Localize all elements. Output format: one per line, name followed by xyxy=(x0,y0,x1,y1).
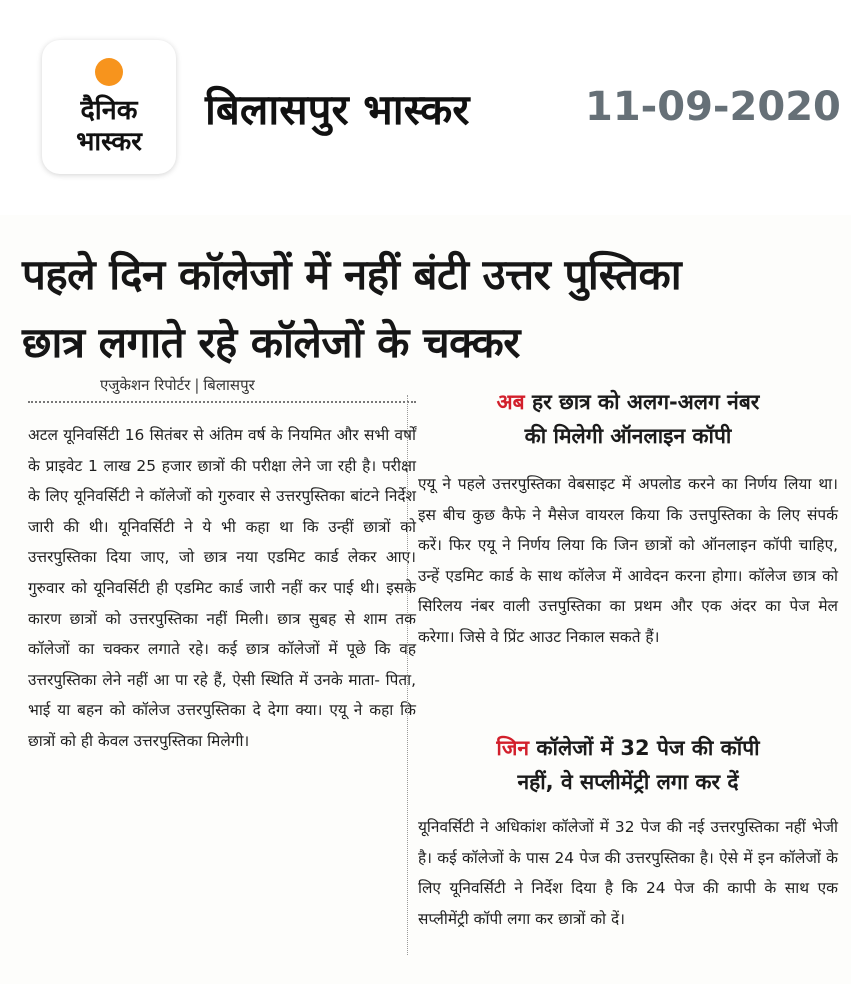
logo-text-line1: दैनिक xyxy=(80,95,138,126)
subheading1-accent: अब xyxy=(496,390,525,414)
logo-text-line2: भास्कर xyxy=(76,127,142,157)
newspaper-clipping xyxy=(0,215,851,984)
subheading-supplementary xyxy=(418,731,838,799)
byline-separator: | xyxy=(194,376,200,394)
dainik-bhaskar-logo xyxy=(42,40,176,174)
subheading2-rest: कॉलेजों में 32 पेज की कॉपी xyxy=(536,736,760,760)
column-divider xyxy=(407,395,408,955)
header-bar xyxy=(0,0,851,215)
subheading-online-copy xyxy=(418,385,838,453)
left-column-body: अटल यूनिवर्सिटी 16 सितंबर से अंतिम वर्ष के नियमित और सभी वर्षों के प्राइवेट 1 लाख 25 हजार छात्रों की परीक्षा लेने जा रही है। परीक्षा के लिए यूनिवर्सिटी ने कॉलेजों को गुरुवार से उत्तरपुस्तिका बांटने निर्देश जारी की थी। यूनिवर्सिटी ने ये भी कहा था कि उन्हीं छात्रों को उत्तरपुस्तिका दिया जाए, जो छात्र नया एडमिट कार्ड लेकर आए। गुरुवार को यूनिवर्सिटी ही एडमिट कार्ड जारी नहीं कर पाई थी। इसके कारण छात्रों को उत्तरपुस्तिका नहीं मिली। छात्र सुबह से शाम तक कॉलेजों का चक्कर लगाते रहे। कई छात्र कॉलेजों में पूछे कि वह उत्तरपुस्तिका लेने नहीं आ पा रहे हैं, ऐसी स्थिति में उनके माता- पिता, भाई या बहन को कॉलेज उत्तरपुस्तिका दे देगा क्या। एयू ने कहा कि छात्रों को ही केवल उत्तरपुस्तिका मिलेगी। xyxy=(28,426,416,750)
byline xyxy=(100,375,255,395)
right-column-body-2: यूनिवर्सिटी ने अधिकांश कॉलेजों में 32 पेज की नई उत्तरपुस्तिका नहीं भेजी है। कई कॉलेजों के पास 24 पेज की उत्तरपुस्तिका है। ऐसे में इन कॉलेजों के लिए यूनिवर्सिटी ने निर्देश दिया है कि 24 पेज की कापी के साथ एक सप्लीमेंट्री कॉपी लगा कर छात्रों को दें। xyxy=(418,818,838,928)
byline-author: एजुकेशन रिपोर्टर xyxy=(100,376,191,394)
subheading1-rest: हर छात्र को अलग-अलग नंबर xyxy=(531,390,760,414)
edition-title: बिलासपुर भास्कर xyxy=(205,85,470,134)
byline-place: बिलासपुर xyxy=(203,376,255,394)
dotted-divider xyxy=(28,401,416,403)
headline-line2: छात्र लगाते रहे कॉलेजों के चक्कर xyxy=(22,318,520,367)
subheading2-line2: नहीं, वे सप्लीमेंट्री लगा कर दें xyxy=(517,770,739,794)
right-column-body-1: एयू ने पहले उत्तरपुस्तिका वेबसाइट में अपलोड करने का निर्णय लिया था। इस बीच कुछ कैफे ने मैसेज वायरल किया कि उत्तपुस्तिका के लिए संपर्क करें। फिर एयू ने निर्णय लिया कि जिन छात्रों को ऑनलाइन कॉपी चाहिए, उन्हें एडमिट कार्ड के साथ कॉलेज में आवेदन करना होगा। कॉलेज छात्र को सिरिलय नंबर वाली उत्तपुस्तिका का प्रथम और एक अंदर का पेज मेल करेगा। जिसे वे प्रिंट आउट निकाल सकते हैं। xyxy=(418,475,838,646)
subheading2-accent: जिन xyxy=(496,736,530,760)
subheading1-line2: की मिलेगी ऑनलाइन कॉपी xyxy=(524,424,732,448)
edition-date: 11-09-2020 xyxy=(585,84,841,130)
sun-icon xyxy=(95,58,123,86)
headline-line1: पहले दिन कॉलेजों में नहीं बंटी उत्तर पुस्तिका xyxy=(22,250,682,299)
